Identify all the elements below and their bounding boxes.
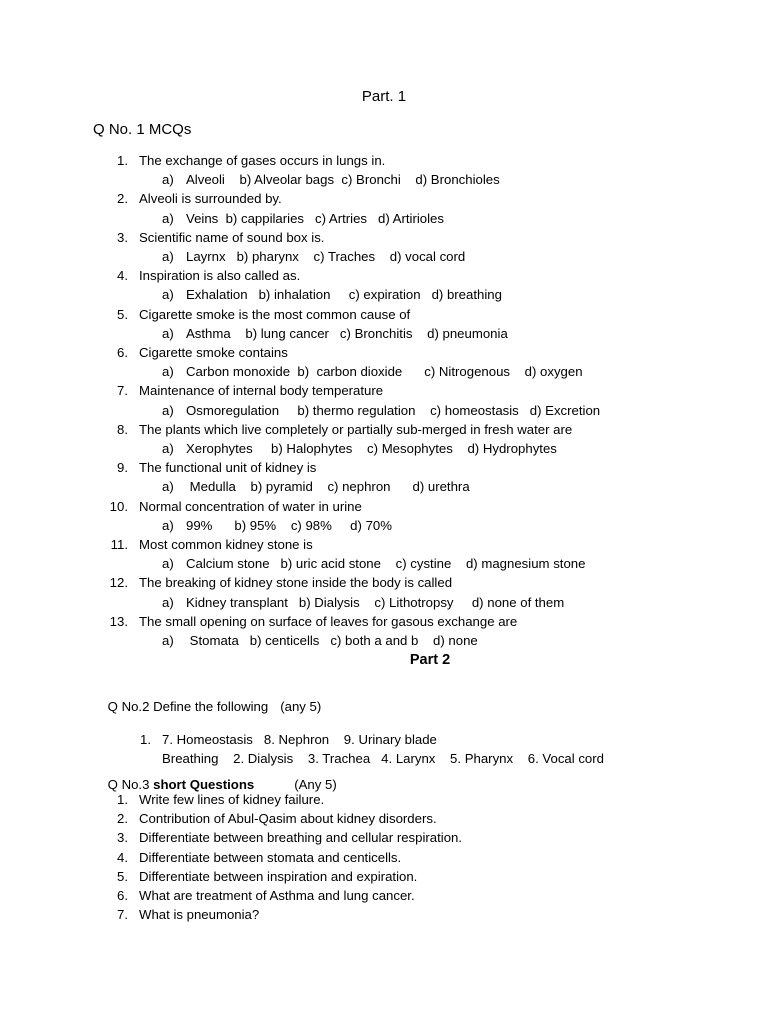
mcq-option-letter: a)	[162, 210, 174, 226]
mcq-option-letter: a)	[162, 364, 174, 380]
mcq-options: Veins b) cappilaries c) Artries d) Artirioles	[186, 210, 444, 226]
mcq-options: Osmoregulation b) thermo regulation c) homeostasis d) Excretion	[186, 402, 601, 418]
short-question-number: 4.	[117, 849, 128, 865]
mcq-item	[0, 228, 768, 266]
short-question-text: Differentiate between inspiration and expiration.	[139, 868, 418, 884]
short-question-number: 1.	[117, 792, 128, 807]
mcq-item	[0, 535, 768, 573]
mcq-option-letter: a)	[162, 440, 174, 456]
mcq-options: Alveoli b) Alveolar bags c) Bronchi d) Bronchioles	[186, 172, 500, 188]
short-question-number: 7.	[117, 907, 128, 923]
short-question-item	[0, 790, 768, 809]
short-question-item	[0, 905, 768, 924]
short-question-number: 2.	[117, 811, 128, 827]
mcq-options: Xerophytes b) Halophytes c) Mesophytes d) Hydrophytes	[186, 440, 557, 456]
mcq-options: Exhalation b) inhalation c) expiration d) breathing	[186, 287, 502, 303]
q2-list	[0, 711, 768, 767]
mcq-number: 13.	[109, 613, 128, 629]
mcq-number: 5.	[117, 306, 128, 322]
mcq-number: 12.	[109, 575, 128, 591]
mcq-number: 2.	[117, 191, 128, 207]
mcq-number: 7.	[117, 383, 128, 399]
mcq-option-letter: a)	[162, 517, 174, 533]
part2-title: Part 2	[409, 652, 451, 668]
mcq-item	[0, 305, 768, 343]
mcq-question: Alveoli is surrounded by.	[139, 191, 282, 207]
mcq-question: The small opening on surface of leaves for gasous exchange are	[139, 613, 518, 629]
q3-note: (Any 5)	[294, 777, 337, 792]
q2-line2: 7. Homeostasis 8. Nephron 9. Urinary blade	[162, 732, 437, 748]
mcq-question: Maintenance of internal body temperature	[139, 383, 384, 399]
short-question-number: 5.	[117, 868, 128, 884]
short-question-text: Contribution of Abul-Qasim about kidney disorders.	[139, 811, 437, 827]
mcq-number: 3.	[117, 229, 128, 245]
q2-line1: Breathing 2. Dialysis 3. Trachea 4. Larynx 5. Pharynx 6. Vocal cord	[162, 751, 604, 767]
mcq-item	[0, 420, 768, 458]
mcq-item	[0, 497, 768, 535]
mcq-item	[0, 381, 768, 419]
mcq-question: The breaking of kidney stone inside the body is called	[139, 575, 453, 591]
mcq-item	[0, 343, 768, 381]
mcq-question: Cigarette smoke is the most common cause of	[139, 306, 411, 322]
short-question-item	[0, 828, 768, 847]
mcq-item	[0, 189, 768, 227]
mcq-question: Normal concentration of water in urine	[139, 498, 362, 514]
part1-title: Part. 1	[361, 88, 407, 105]
mcq-item	[0, 266, 768, 304]
short-question-number: 3.	[117, 830, 128, 846]
mcq-option-letter: a)	[162, 594, 174, 610]
mcq-question: The exchange of gases occurs in lungs in.	[139, 153, 386, 168]
mcq-number: 4.	[117, 268, 128, 284]
mcq-item	[0, 458, 768, 496]
mcq-question: Scientific name of sound box is.	[139, 229, 325, 245]
q2-note: (any 5)	[280, 699, 322, 714]
mcq-question: Inspiration is also called as.	[139, 268, 301, 284]
mcq-item	[0, 612, 768, 650]
mcq-option-letter: a)	[162, 248, 174, 264]
mcq-options: Carbon monoxide b) carbon dioxide c) Nitrogenous d) oxygen	[186, 364, 583, 380]
mcq-option-letter: a)	[162, 172, 174, 188]
q2-prefix: Q No.2	[107, 699, 154, 714]
short-question-number: 6.	[117, 888, 128, 903]
mcq-number: 9.	[117, 460, 128, 476]
q3-prefix: Q No.3	[107, 777, 154, 792]
mcq-item	[0, 573, 768, 611]
mcq-number: 11.	[110, 537, 128, 552]
mcq-options: 99% b) 95% c) 98% d) 70%	[186, 517, 392, 533]
mcq-number: 10.	[109, 498, 128, 514]
mcq-item	[0, 151, 768, 189]
mcq-options: Layrnx b) pharynx c) Traches d) vocal cord	[186, 248, 466, 264]
mcq-option-letter: a)	[162, 556, 174, 572]
short-question-text: Differentiate between stomata and centicells.	[139, 849, 402, 865]
short-question-item	[0, 809, 768, 828]
mcq-question: The plants which live completely or partially sub-merged in fresh water are	[139, 421, 573, 437]
mcq-number: 8.	[117, 421, 128, 437]
mcq-number: 1.	[117, 153, 128, 168]
mcq-option-letter: a)	[162, 479, 174, 495]
mcq-options: Medulla b) pyramid c) nephron d) urethra	[186, 479, 470, 495]
short-question-item	[0, 886, 768, 905]
short-question-item	[0, 848, 768, 867]
mcq-option-letter: a)	[162, 402, 174, 418]
short-question-text: Write few lines of kidney failure.	[139, 792, 325, 807]
mcq-question: Cigarette smoke contains	[139, 345, 288, 360]
short-question-text: What is pneumonia?	[139, 907, 260, 923]
mcq-options: Stomata b) centicells c) both a and b d) none	[186, 632, 478, 648]
mcq-option-letter: a)	[162, 325, 174, 341]
mcq-options: Kidney transplant b) Dialysis c) Lithotropsy d) none of them	[186, 594, 565, 610]
q3-label: short Questions	[153, 777, 255, 792]
short-question-text: What are treatment of Asthma and lung cancer.	[139, 888, 415, 903]
mcq-heading: Q No. 1 MCQs	[93, 121, 192, 138]
mcq-number: 6.	[117, 345, 128, 360]
mcq-options: Calcium stone b) uric acid stone c) cystine d) magnesium stone	[186, 556, 586, 572]
mcq-option-letter: a)	[162, 287, 174, 303]
short-question-text: Differentiate between breathing and cellular respiration.	[139, 830, 463, 846]
q2-label: Define the following	[153, 699, 269, 714]
mcq-option-letter: a)	[162, 632, 174, 648]
mcq-question: The functional unit of kidney is	[139, 460, 317, 476]
mcq-options: Asthma b) lung cancer c) Bronchitis d) pneumonia	[186, 325, 508, 341]
mcq-question: Most common kidney stone is	[139, 537, 313, 552]
q2-num: 1.	[140, 732, 151, 748]
short-question-item	[0, 867, 768, 886]
